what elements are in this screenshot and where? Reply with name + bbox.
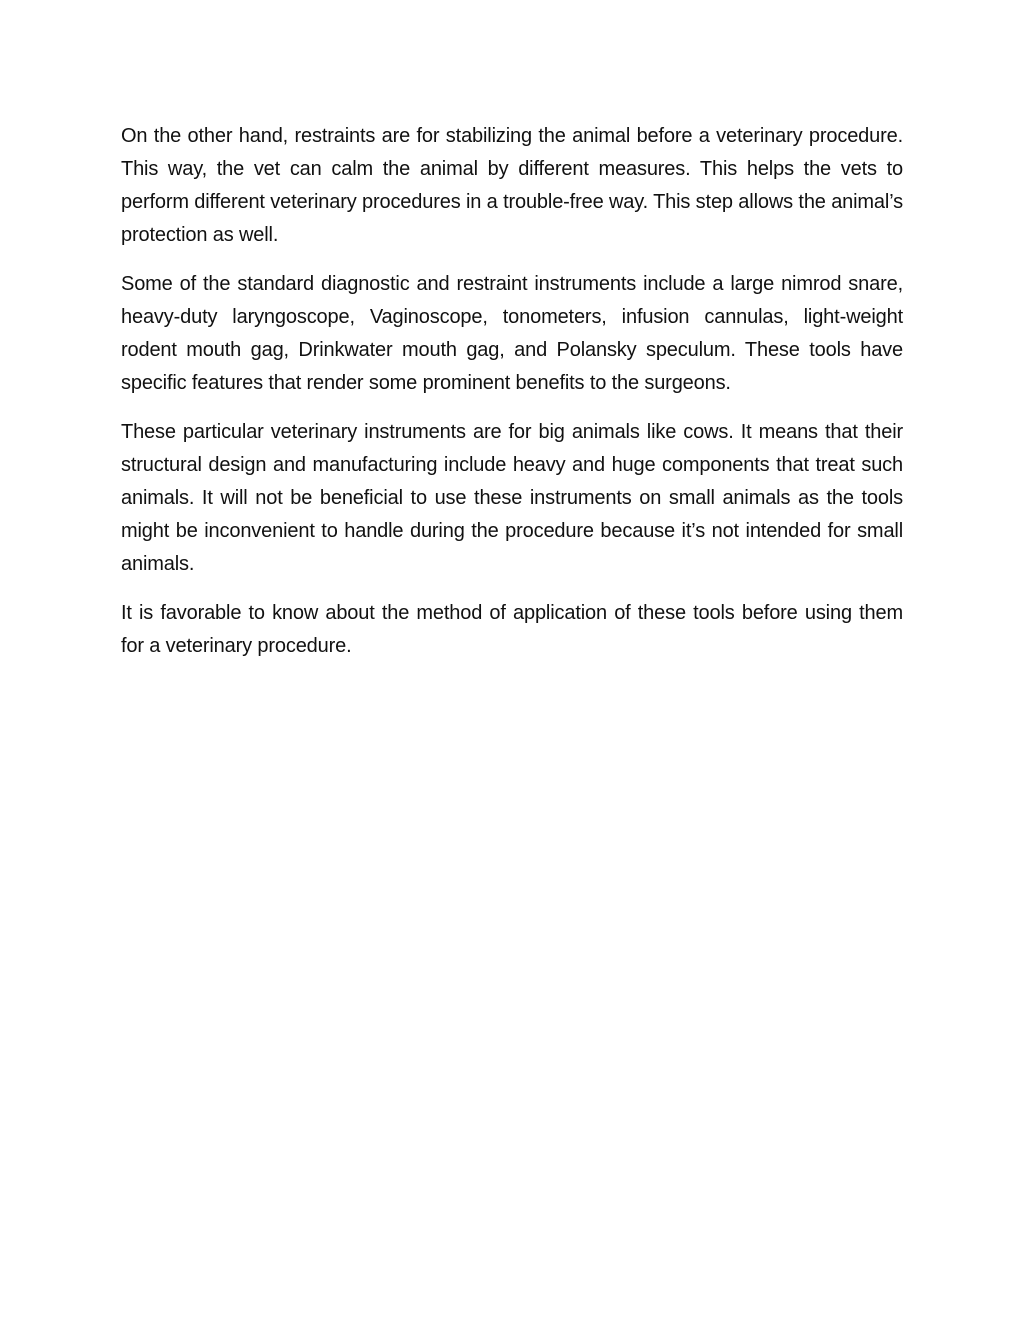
paragraph-restraints: On the other hand, restraints are for stabilizing the animal before a veterinary procedure. This way, the vet can calm the animal by different measures. This helps the vets to perform different veterinary procedures in a trouble-free way. This step allows the animal’s protection as well. xyxy=(121,125,903,246)
document-body xyxy=(121,120,903,679)
paragraph-method-of-application: It is favorable to know about the method of application of these tools before using them for a veterinary procedure. xyxy=(121,602,903,657)
paragraph-standard-instruments: Some of the standard diagnostic and restraint instruments include a large nimrod snare, heavy-duty laryngoscope, Vaginoscope, tonometers, infusion cannulas, light-weight rodent mouth gag, Drinkwater mouth gag, and Polansky speculum. These tools have specific features that render some prominent benefits to the surgeons. xyxy=(121,273,903,394)
paragraph-big-animals: These particular veterinary instruments are for big animals like cows. It means that their structural design and manufacturing include heavy and huge components that treat such animals. It will not be beneficial to use these instruments on small animals as the tools might be inconvenient to handle during the procedure because it’s not intended for small animals. xyxy=(121,421,903,575)
